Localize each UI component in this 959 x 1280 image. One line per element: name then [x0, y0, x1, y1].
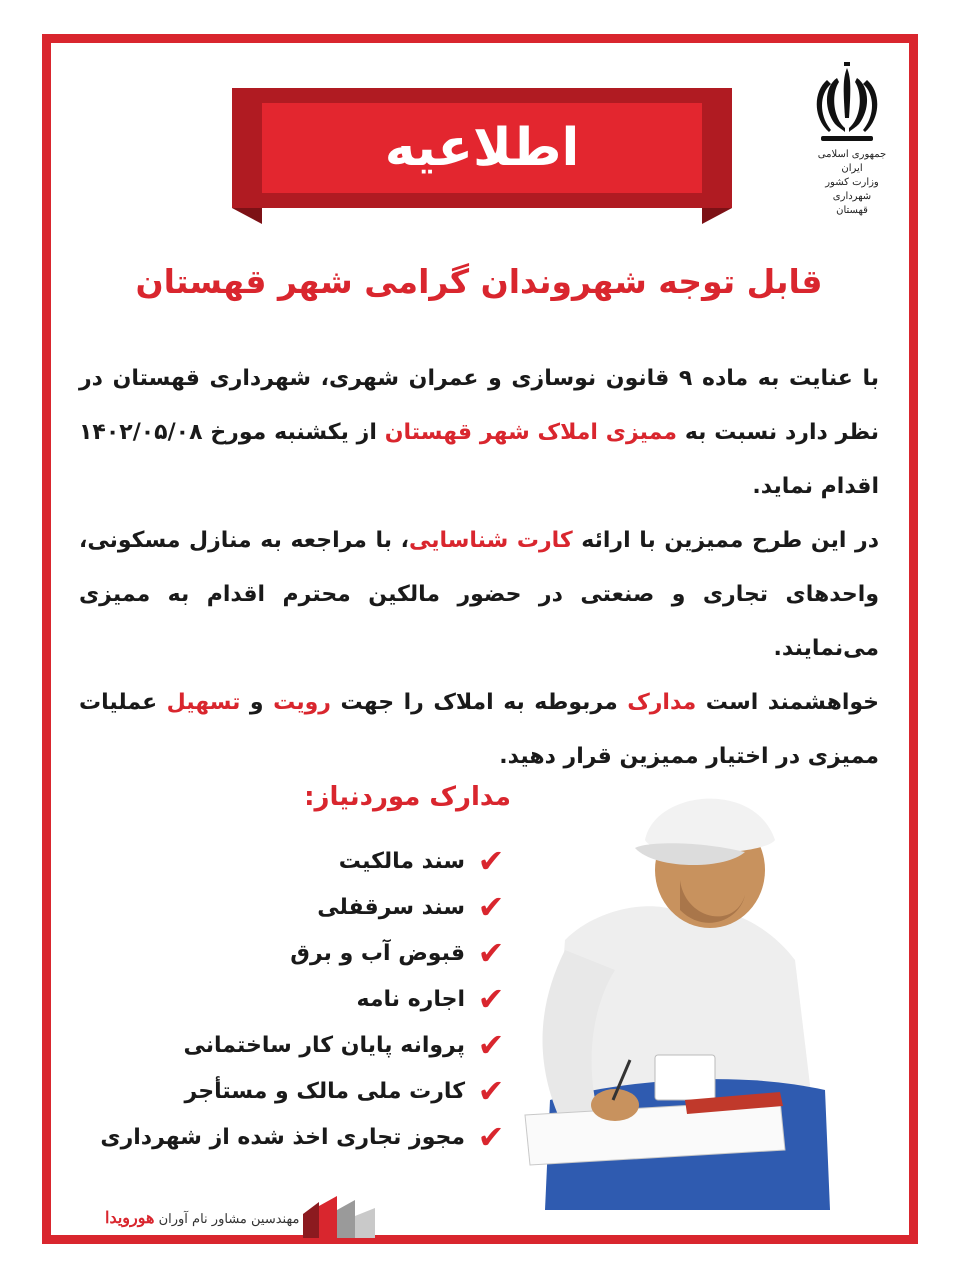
highlight-property-survey: ممیزی املاک شهر قهستان: [384, 420, 677, 445]
footer-text: مهندسین مشاور نام آوران هورویدا: [105, 1207, 300, 1227]
surveyor-worker-illustration: [505, 770, 835, 1210]
banner: [262, 103, 702, 193]
check-icon: ✔: [477, 1026, 505, 1064]
list-item: ✔ پروانه پایان کار ساختمانی: [100, 1022, 507, 1068]
highlight-id-card: کارت شناسایی: [408, 528, 573, 553]
gov-line-1: جمهوری اسلامی ایران: [817, 149, 887, 174]
iran-emblem-icon: [807, 58, 887, 148]
highlight-documents: مدارک: [627, 690, 697, 715]
requirements-list: [100, 838, 507, 1160]
banner-title: اطلاعیه: [384, 118, 580, 178]
list-item: ✔ کارت ملی مالک و مستأجر: [100, 1068, 507, 1114]
list-item: ✔ مجوز تجاری اخذ شده از شهرداری: [100, 1114, 507, 1160]
paragraph-3: خواهشمند است مدارک مربوطه به املاک را جهت رویت و تسهیل عملیات ممیزی در اختیار ممیزین قرار دهید.: [79, 690, 880, 769]
footer-brand-name: هورویدا: [105, 1207, 155, 1227]
footer-brand: [105, 1196, 375, 1238]
highlight-view: رویت: [273, 690, 331, 715]
banner-fold-left: [232, 208, 262, 224]
list-item: ✔ قبوض آب و برق: [100, 930, 507, 976]
list-item: ✔ سند مالکیت: [100, 838, 507, 884]
requirements-title: مدارک موردنیاز:: [304, 782, 511, 812]
gov-line-3: شهرداری قهستان: [832, 191, 872, 216]
government-caption: [817, 148, 887, 218]
check-icon: ✔: [477, 980, 505, 1018]
check-icon: ✔: [477, 1072, 505, 1110]
check-icon: ✔: [477, 934, 505, 972]
subtitle: قابل توجه شهروندان گرامی شهر قهستان: [135, 262, 823, 301]
company-logo-icon: [303, 1196, 375, 1238]
list-item: ✔ اجاره نامه: [100, 976, 507, 1022]
highlight-facilitate: تسهیل: [166, 690, 241, 715]
paragraph-1: با عنایت به ماده ۹ قانون نوسازی و عمران شهری، شهرداری قهستان در نظر دارد نسبت به ممیزی املاک شهر قهستان از یکشنبه مورخ ۱۴۰۲/۰۵/۰۸ اقدام نماید.: [79, 366, 879, 499]
check-icon: ✔: [477, 888, 505, 926]
list-item: ✔ سند سرقفلی: [100, 884, 507, 930]
gov-line-2: وزارت کشور: [825, 177, 879, 188]
announcement-body: [79, 352, 879, 784]
check-icon: ✔: [477, 842, 505, 880]
banner-fold-right: [702, 208, 732, 224]
check-icon: ✔: [477, 1118, 505, 1156]
paragraph-2: در این طرح ممیزین با ارائه کارت شناسایی، با مراجعه به منازل مسکونی، واحدهای تجاری و صنعتی در حضور مالکین محترم اقدام به ممیزی می‌نمایند.: [79, 528, 880, 661]
